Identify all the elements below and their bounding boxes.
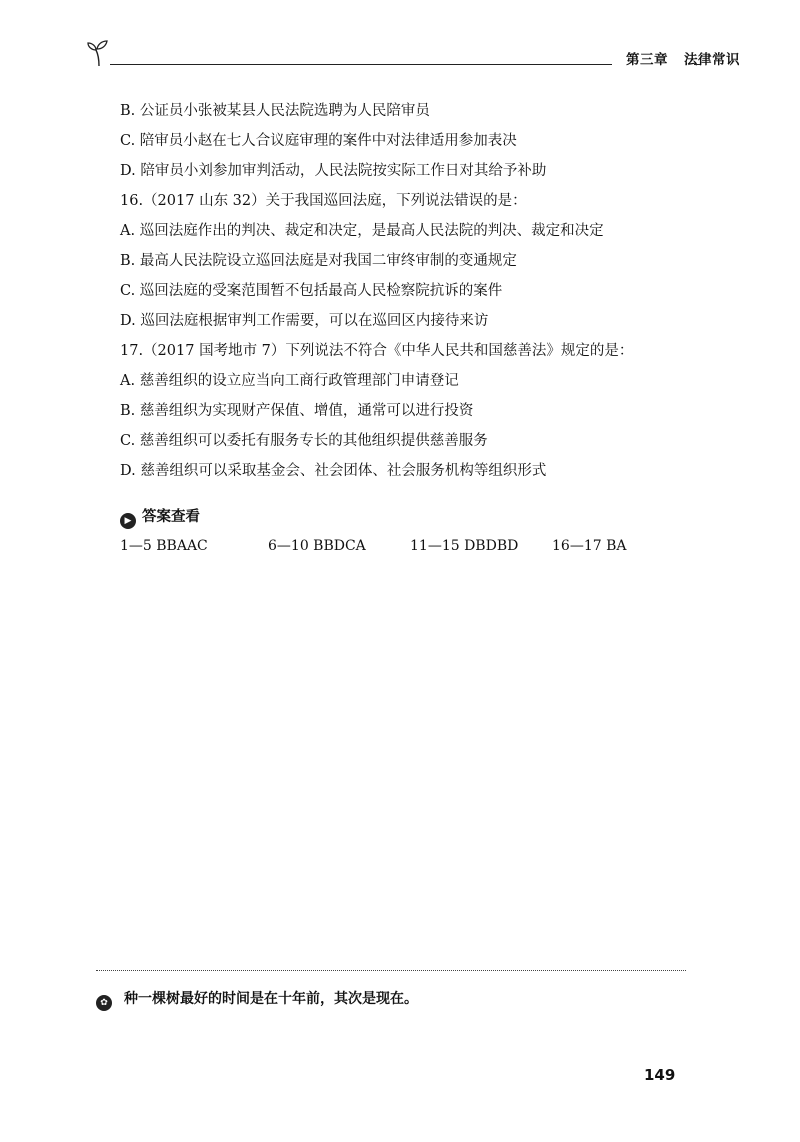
option-line: D. 慈善组织可以采取基金会、社会团体、社会服务机构等组织形式 [120, 463, 547, 479]
header-rule-tail [694, 64, 700, 65]
page-header [86, 38, 740, 72]
option-line: C. 陪审员小赵在七人合议庭审理的案件中对法律适用参加表决 [120, 133, 517, 149]
question-text [120, 96, 680, 486]
answer-group: 16—17 BA [552, 538, 627, 554]
option-line: B. 慈善组织为实现财产保值、增值，通常可以进行投资 [120, 403, 474, 419]
option-line: D. 巡回法庭根据审判工作需要，可以在巡回区内接待来访 [120, 313, 489, 329]
chapter-label [626, 48, 740, 68]
answer-icon: ▶ [120, 513, 136, 529]
answer-group: 1—5 BBAAC [120, 538, 208, 554]
option-line: A. 慈善组织的设立应当向工商行政管理部门申请登记 [120, 373, 459, 389]
option-line: B. 最高人民法院设立巡回法庭是对我国二审终审制的变通规定 [120, 253, 517, 269]
option-line: B. 公证员小张被某县人民法院选聘为人民陪审员 [120, 103, 430, 119]
answer-section-title: 答案查看 [142, 509, 200, 525]
chapter-number: 第三章 [626, 52, 668, 68]
answer-section-heading [120, 505, 200, 529]
answer-group: 11—15 DBDBD [410, 538, 519, 554]
footer-quote [96, 988, 418, 1010]
option-line: A. 巡回法庭作出的判决、裁定和决定，是最高人民法院的判决、裁定和决定 [120, 223, 604, 239]
chapter-title: 法律常识 [684, 52, 740, 68]
quote-text: 种一棵树最好的时间是在十年前，其次是现在。 [124, 991, 418, 1007]
page-number: 149 [644, 1066, 676, 1084]
sprout-icon [86, 38, 112, 68]
option-line: D. 陪审员小刘参加审判活动，人民法院按实际工作日对其给予补助 [120, 163, 547, 179]
footer-divider [96, 970, 686, 971]
sprout-badge-icon: ✿ [96, 995, 112, 1011]
question-line: 17.（2017 国考地市 7）下列说法不符合《中华人民共和国慈善法》规定的是： [120, 343, 634, 359]
header-rule [110, 64, 612, 65]
option-line: C. 巡回法庭的受案范围暂不包括最高人民检察院抗诉的案件 [120, 283, 503, 299]
option-line: C. 慈善组织可以委托有服务专长的其他组织提供慈善服务 [120, 433, 488, 449]
question-line: 16.（2017 山东 32）关于我国巡回法庭，下列说法错误的是： [120, 193, 527, 209]
answer-group: 6—10 BBDCA [268, 538, 366, 554]
